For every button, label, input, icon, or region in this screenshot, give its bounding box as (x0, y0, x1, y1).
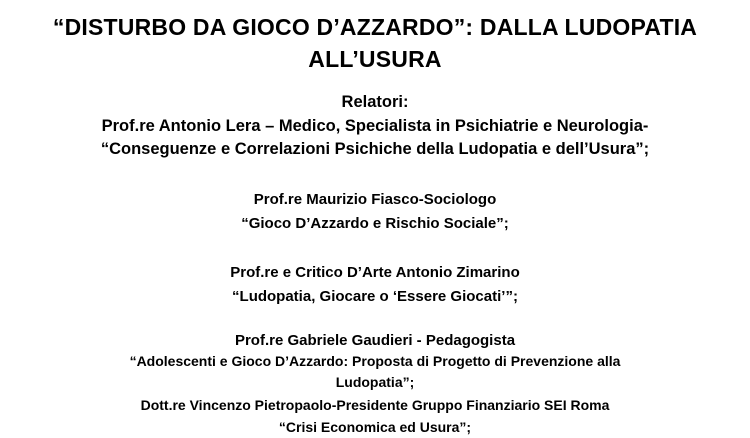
speaker-5-talk: “Crisi Economica ed Usura”; (278, 419, 472, 435)
speaker-4-name: Prof.re Gabriele Gaudieri - Pedagogista (234, 332, 516, 349)
document-title-line-1: “DISTURBO DA GIOCO D’AZZARDO”: DALLA LUDOPATIA (52, 14, 698, 40)
relatori-heading: Relatori: (341, 93, 409, 111)
speaker-3-name: Prof.re e Critico D’Arte Antonio Zimarino (230, 264, 520, 281)
speaker-5-name: Dott.re Vincenzo Pietropaolo-Presidente Gruppo Finanziario SEI Roma (140, 397, 610, 413)
document-title-line-2: ALL’USURA (308, 46, 442, 72)
speaker-4-talk-line-2: Ludopatia”; (335, 374, 415, 390)
speaker-1-talk: “Conseguenze e Correlazioni Psichiche della Ludopatia e dell’Usura”; (100, 140, 650, 158)
speaker-4-talk-line-1: “Adolescenti e Gioco D’Azzardo: Proposta di Progetto di Prevenzione alla (129, 353, 621, 369)
speaker-1-name: Prof.re Antonio Lera – Medico, Specialista in Psichiatrie e Neurologia- (101, 117, 649, 135)
speaker-2-talk: “Gioco D’Azzardo e Rischio Sociale”; (241, 215, 509, 232)
speaker-2-name: Prof.re Maurizio Fiasco-Sociologo (253, 191, 497, 208)
speaker-3-talk: “Ludopatia, Giocare o ‘Essere Giocati’”; (232, 288, 518, 305)
